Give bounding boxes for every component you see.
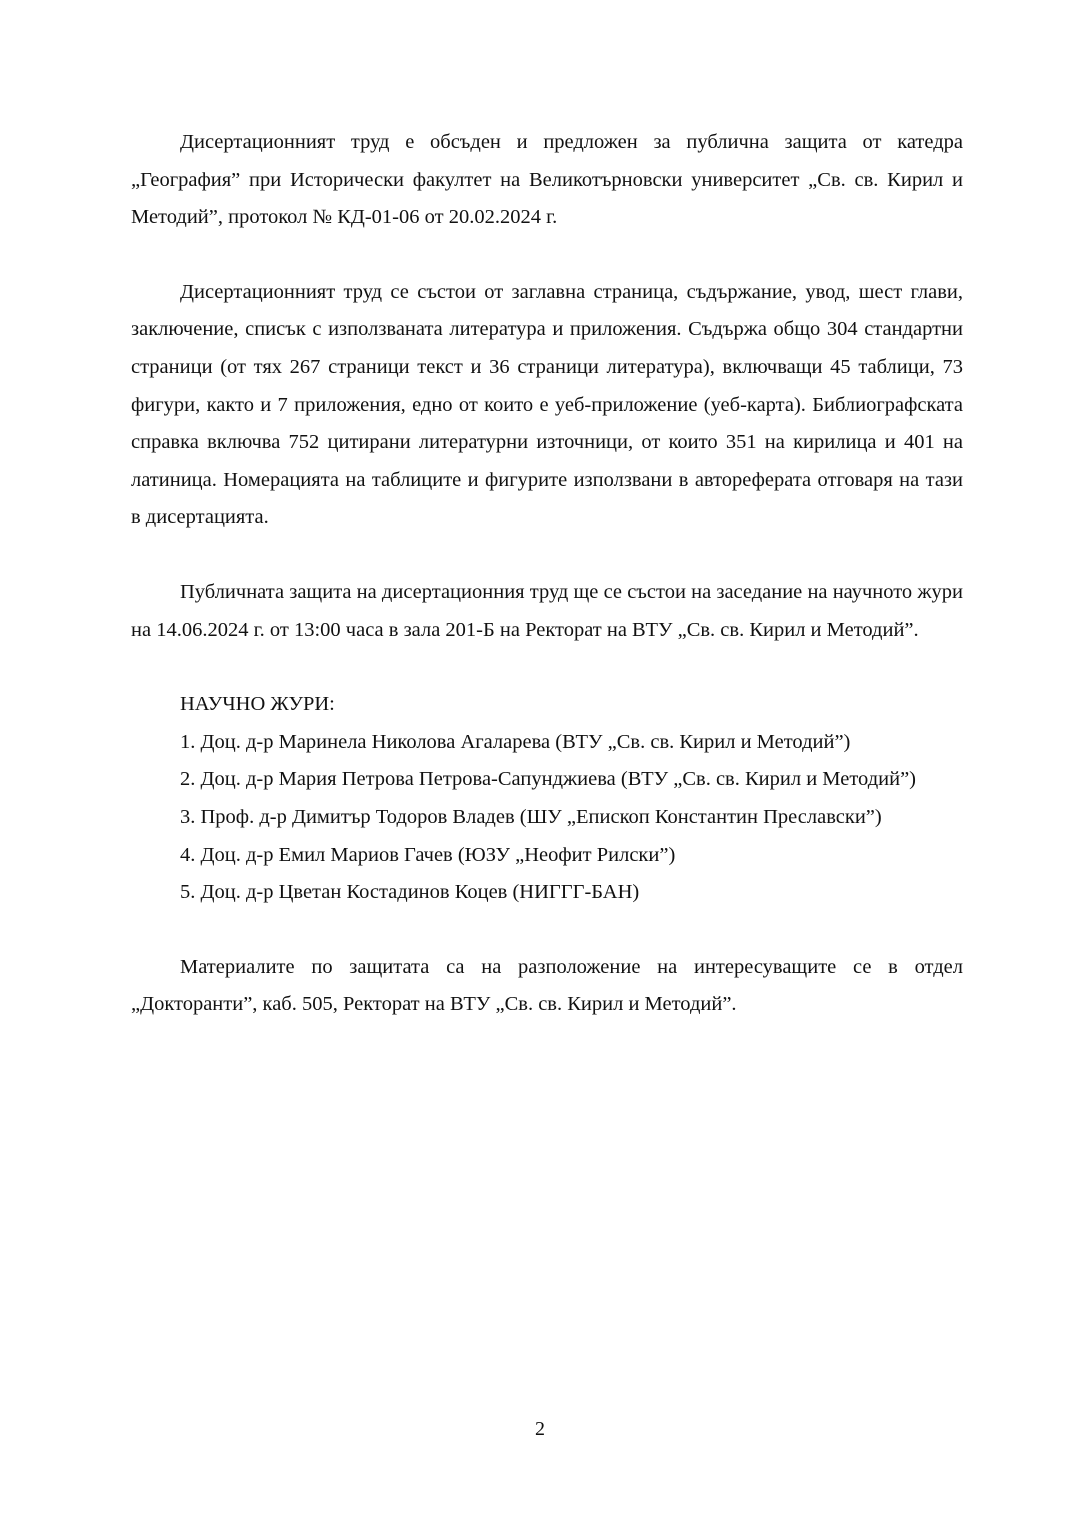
jury-list — [180, 724, 963, 912]
jury-member: 2. Доц. д-р Мария Петрова Петрова-Сапунджиева (ВТУ „Св. св. Кирил и Методий”) — [180, 768, 917, 791]
paragraph-discussion: Дисертационният труд е обсъден и предложен за публична защита от катедра „География” при Исторически факултет на Великотърновски университет „Св. св. Кирил и Методий”, протокол № КД-01-06 от 20.02.2024 г. — [131, 131, 963, 229]
jury-title: НАУЧНО ЖУРИ: — [180, 693, 335, 716]
paragraph-materials: Материалите по защитата са на разположение на интересуващите се в отдел „Докторанти”, каб. 505, Ректорат на ВТУ „Св. св. Кирил и Методий”. — [131, 955, 963, 1016]
jury-member: 5. Доц. д-р Цветан Костадинов Коцев (НИГГГ-БАН) — [180, 881, 640, 904]
paragraph-structure: Дисертационният труд се състои от заглавна страница, съдържание, увод, шест глави, заключение, списък с използваната литература и приложения. Съдържа общо 304 стандартни страници (от тях 267 страници текст и 36 страници литература), включващи 45 таблици, 73 фигури, както и 7 приложения, едно от които е уеб-приложение (уеб-карта). Библиографската справка включва 752 цитирани литературни източници, от които 351 на кирилица и 401 на латиница. Номерацията на таблиците и фигурите използвани в автореферата отговаря на тази в дисертацията. — [131, 280, 963, 529]
paragraph-public-defense: Публичната защита на дисертационния труд ще се състои на заседание на научното жури на 14.06.2024 г. от 13:00 часа в зала 201-Б на Ректорат на ВТУ „Св. св. Кирил и Методий”. — [131, 580, 963, 641]
page-number: 2 — [535, 1418, 545, 1440]
jury-member: 1. Доц. д-р Маринела Николова Агаларева (ВТУ „Св. св. Кирил и Методий”) — [180, 730, 851, 753]
jury-member: 4. Доц. д-р Емил Мариов Гачев (ЮЗУ „Неофит Рилски”) — [180, 843, 676, 866]
jury-member: 3. Проф. д-р Димитър Тодоров Владев (ШУ „Епископ Константин Преславски”) — [180, 805, 882, 828]
document-page — [131, 124, 963, 1024]
scientific-jury — [131, 686, 963, 912]
